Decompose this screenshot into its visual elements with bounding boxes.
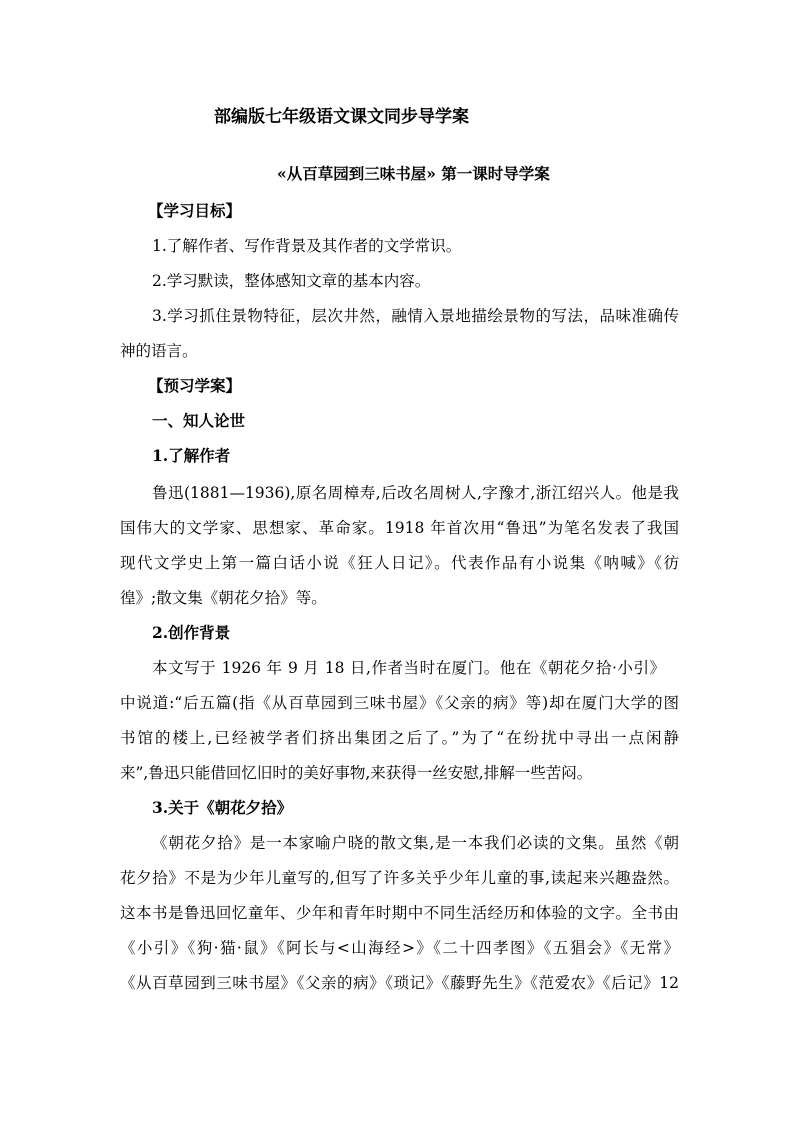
- author-heading: 1.了解作者: [152, 446, 231, 465]
- author-line-3: 现代文学史上第一篇白话小说《狂人日记》。代表作品有小说集《呐喊》《彷: [120, 554, 679, 572]
- main-title: 部编版七年级语文课文同步导学案: [214, 107, 469, 127]
- background-heading: 2.创作背景: [152, 623, 231, 642]
- goal-item-3: 3.学习抓住景物特征，层次井然，融情入景地描绘景物的写法，品味准确传: [152, 307, 679, 325]
- goal-item-2: 2.学习默读，整体感知文章的基本内容。: [152, 272, 431, 290]
- background-line-2: 中说道:“后五篇(指《从百草园到三味书屋》《父亲的病》等)却在厦门大学的图: [120, 694, 679, 712]
- goal-item-1: 1.了解作者、写作背景及其作者的文学常识。: [152, 237, 462, 255]
- goal-item-3-cont: 神的语言。: [120, 342, 198, 360]
- lesson-subtitle: «从百草园到三味书屋» 第一课时导学案: [277, 164, 550, 183]
- author-line-4: 徨》;散文集《朝花夕拾》等。: [120, 589, 327, 607]
- background-line-4: 来”,鲁迅只能借回忆旧时的美好事物,来获得一丝安慰,排解一些苦闷。: [120, 764, 593, 782]
- preview-heading: 【预习学案】: [148, 376, 242, 395]
- background-line-1: 本文写于 1926 年 9 月 18 日,作者当时在厦门。他在《朝花夕拾·小引》: [152, 659, 665, 677]
- background-line-3: 书馆的楼上,已经被学者们挤出集团之后了。”为了“在纷扰中寻出一点闲静: [120, 729, 679, 747]
- author-line-1: 鲁迅(1881—1936),原名周樟寿,后改名周树人,字豫才,浙江绍兴人。他是我: [152, 484, 679, 502]
- about-book-line-1: 《朝花夕拾》是一本家喻户晓的散文集,是一本我们必读的文集。虽然《朝: [152, 834, 679, 852]
- about-book-heading: 3.关于《朝花夕拾》: [152, 798, 293, 817]
- about-book-line-3: 这本书是鲁迅回忆童年、少年和青年时期中不同生活经历和体验的文字。全书由: [120, 904, 679, 922]
- about-book-line-2: 花夕拾》不是为少年儿童写的,但写了许多关乎少年儿童的事,读起来兴趣盎然。: [120, 869, 679, 887]
- goals-heading: 【学习目标】: [148, 201, 242, 220]
- part-one-heading: 一、知人论世: [152, 411, 246, 430]
- about-book-line-4: 《小引》《狗·猫·鼠》《阿长与<山海经>》《二十四孝图》《五猖会》《无常》: [120, 939, 679, 957]
- about-book-line-5: 《从百草园到三味书屋》《父亲的病》《琐记》《藤野先生》《范爱农》《后记》12: [120, 974, 679, 992]
- author-line-2: 国伟大的文学家、思想家、革命家。1918 年首次用“鲁迅”为笔名发表了我国: [120, 519, 679, 537]
